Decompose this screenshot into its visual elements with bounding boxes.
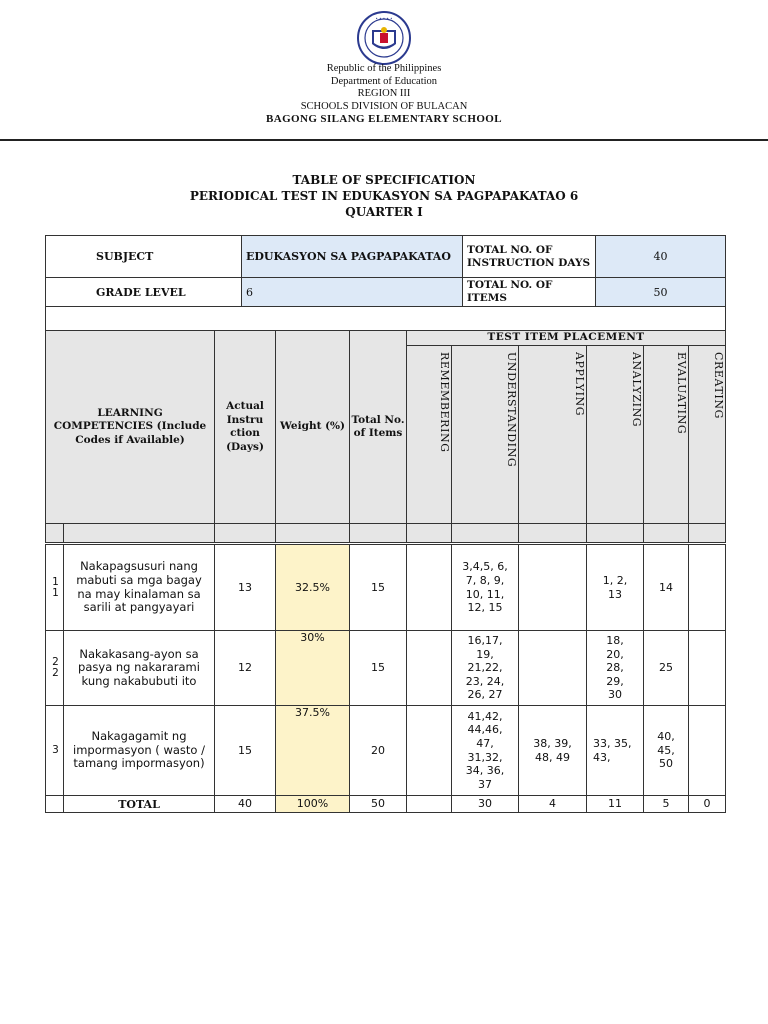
items-label: TOTAL NO. OF ITEMS xyxy=(463,278,596,307)
evaluating-cell: 40, 45, 50 xyxy=(644,706,689,796)
weight-cell: 37.5% xyxy=(276,706,350,796)
row-number: 1 1 xyxy=(46,545,64,631)
items-cell: 15 xyxy=(350,631,407,706)
remembering-cell xyxy=(407,631,452,706)
total-analyzing: 11 xyxy=(587,796,644,813)
total-weight: 100% xyxy=(276,796,350,813)
header-divider xyxy=(0,139,768,141)
deped-seal-icon xyxy=(350,10,418,66)
total-row xyxy=(46,796,726,813)
analyzing-cell: 1, 2, 13 xyxy=(587,545,644,631)
school-name: BAGONG SILANG ELEMENTARY SCHOOL xyxy=(265,113,503,126)
items-cell: 15 xyxy=(350,545,407,631)
document-titles xyxy=(0,172,768,220)
competency: Nakapagsusuri nang mabuti sa mga bagay na may kinalaman sa sarili at pangyayari xyxy=(64,545,215,631)
competency: Nakagagamit ng impormasyon ( wasto / tamang impormasyon) xyxy=(64,706,215,796)
table-row xyxy=(46,545,726,631)
header-items: Total No. of Items xyxy=(350,331,407,524)
total-number-cell xyxy=(46,796,64,813)
header-remembering: REMEMBERING xyxy=(407,346,452,524)
header-understanding: UNDERSTANDING xyxy=(452,346,519,524)
days-cell: 12 xyxy=(215,631,276,706)
title-line2: PERIODICAL TEST IN EDUKASYON SA PAGPAPAKATAO 6 xyxy=(189,189,579,203)
info-table xyxy=(45,235,726,331)
header-analyzing: ANALYZING xyxy=(587,346,644,524)
header-weight: Weight (%) xyxy=(276,331,350,524)
total-evaluating: 5 xyxy=(644,796,689,813)
header-evaluating: EVALUATING xyxy=(644,346,689,524)
total-applying: 4 xyxy=(519,796,587,813)
header-applying: APPLYING xyxy=(519,346,587,524)
creating-cell xyxy=(689,631,726,706)
letterhead-line2: Department of Education xyxy=(330,75,438,87)
grade-label: GRADE LEVEL xyxy=(46,278,242,307)
specification-table xyxy=(45,330,726,813)
header-days: Actual Instru ction (Days) xyxy=(215,331,276,524)
days-value: 40 xyxy=(596,236,726,278)
total-items: 50 xyxy=(350,796,407,813)
total-remembering xyxy=(407,796,452,813)
understanding-cell: 16,17, 19, 21,22, 23, 24, 26, 27 xyxy=(452,631,519,706)
letterhead-line1: Republic of the Philippines xyxy=(326,63,442,74)
applying-cell: 38, 39, 48, 49 xyxy=(519,706,587,796)
letterhead-line4: SCHOOLS DIVISION OF BULACAN xyxy=(300,100,468,112)
header-placement: TEST ITEM PLACEMENT xyxy=(407,331,726,346)
header-competencies: LEARNING COMPETENCIES (Include Codes if Available) xyxy=(46,331,215,524)
items-cell: 20 xyxy=(350,706,407,796)
grey-spacer-row xyxy=(46,524,726,543)
understanding-cell: 41,42, 44,46, 47, 31,32, 34, 36, 37 xyxy=(452,706,519,796)
letterhead xyxy=(0,63,768,126)
total-creating: 0 xyxy=(689,796,726,813)
total-understanding: 30 xyxy=(452,796,519,813)
header-creating: CREATING xyxy=(689,346,726,524)
letterhead-line3: REGION III xyxy=(357,88,411,100)
competency: Nakakasang-ayon sa pasya ng nakararami kung nakabubuti ito xyxy=(64,631,215,706)
table-row xyxy=(46,631,726,706)
subject-label: SUBJECT xyxy=(46,236,242,278)
evaluating-cell: 14 xyxy=(644,545,689,631)
blank-row xyxy=(46,307,726,331)
weight-cell: 32.5% xyxy=(276,545,350,631)
title-line3: QUARTER I xyxy=(345,205,423,219)
grade-value: 6 xyxy=(242,278,463,307)
subject-value: EDUKASYON SA PAGPAPAKATAO xyxy=(242,236,463,278)
weight-cell: 30% xyxy=(276,631,350,706)
analyzing-cell: 18, 20, 28, 29, 30 xyxy=(587,631,644,706)
items-value: 50 xyxy=(596,278,726,307)
days-cell: 15 xyxy=(215,706,276,796)
row-number: 2 2 xyxy=(46,631,64,706)
total-days: 40 xyxy=(215,796,276,813)
applying-cell xyxy=(519,545,587,631)
remembering-cell xyxy=(407,706,452,796)
title-line1: TABLE OF SPECIFICATION xyxy=(292,173,476,187)
svg-text:• • • • •: • • • • • xyxy=(375,16,393,21)
applying-cell xyxy=(519,631,587,706)
understanding-cell: 3,4,5, 6, 7, 8, 9, 10, 11, 12, 15 xyxy=(452,545,519,631)
table-row xyxy=(46,706,726,796)
creating-cell xyxy=(689,545,726,631)
days-label: TOTAL NO. OF INSTRUCTION DAYS xyxy=(463,236,596,278)
days-cell: 13 xyxy=(215,545,276,631)
row-number: 3 xyxy=(46,706,64,796)
analyzing-cell: 33, 35, 43, xyxy=(587,706,644,796)
remembering-cell xyxy=(407,545,452,631)
evaluating-cell: 25 xyxy=(644,631,689,706)
creating-cell xyxy=(689,706,726,796)
total-label: TOTAL xyxy=(64,796,215,813)
